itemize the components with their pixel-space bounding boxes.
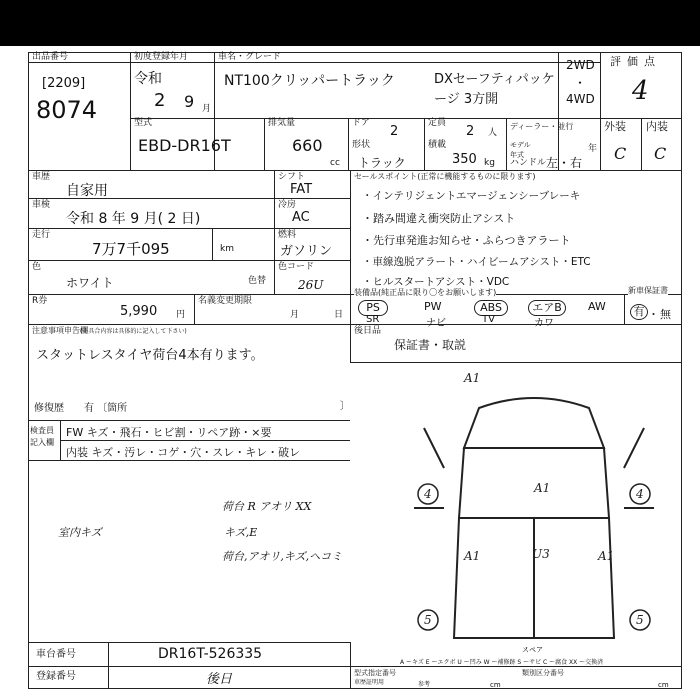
notice-month: 月 <box>290 310 300 320</box>
sales-point-3: ・先行車発進お知らせ・ふらつきアラート <box>362 234 571 247</box>
mark-4-front-right: 4 <box>636 487 644 501</box>
after-label: 後日品 <box>354 326 382 336</box>
year-unit: 年 <box>588 144 598 154</box>
bed-note-2: キズ,E <box>224 526 258 539</box>
rating-value: 4 <box>632 76 649 106</box>
chassis-label: 車台番号 <box>36 649 76 660</box>
repair-label: 修復歴 <box>34 403 64 414</box>
equip-abs: ABS <box>474 300 508 316</box>
shift-label: シフト <box>278 172 306 182</box>
load: 350 <box>452 152 477 167</box>
notes-label: 注意事項申告欄 <box>32 326 88 335</box>
mark-u3-bed: U3 <box>532 547 550 561</box>
name-grade-label: 車名・グレード <box>218 52 282 62</box>
vehicle-damage-diagram <box>404 368 664 658</box>
notes-text: スタットレスタイヤ荷台4本有ります。 <box>36 348 264 363</box>
ac-label: 冷房 <box>278 200 297 210</box>
equipment-title: 装備品(純正品に限り〇をお願いします) <box>354 288 497 297</box>
sales-point-4: ・車線逸脱アラート・ハイビームアシスト・ETC <box>362 256 591 268</box>
model-year-label: モデル年式 <box>510 141 531 159</box>
first-reg-era: 令和 <box>134 71 162 87</box>
bed-note-1: 荷台 R アオリ XX <box>222 500 312 513</box>
color-change-label: 色替 <box>248 276 267 286</box>
interior-label: 内装 <box>646 120 668 133</box>
inspection-label: 車検 <box>32 200 51 210</box>
load-label: 積載 <box>428 140 447 150</box>
mark-a1-top: A1 <box>464 371 481 385</box>
grade-line2: ージ 3方開 <box>434 92 499 107</box>
sales-point-2: ・踏み間違え衝突防止アシスト <box>362 212 516 225</box>
first-reg-year: 2 <box>154 90 166 111</box>
drive-4wd: 4WD <box>566 92 595 106</box>
interior-scratch-note: 室内キズ <box>58 526 102 539</box>
mileage-label: 走行 <box>32 230 51 240</box>
lot-number: 8074 <box>36 96 98 124</box>
shape: トラック <box>358 156 406 170</box>
model-name: NT100クリッパートラック <box>224 73 395 89</box>
cc-unit: cc <box>330 158 340 168</box>
sales-point-5: ・ヒルスタートアシスト・VDC <box>362 276 510 288</box>
equip-tv: TV <box>482 314 495 325</box>
capacity: 2 <box>466 124 475 139</box>
capacity-label: 定員 <box>428 118 447 128</box>
equip-airbag: エアB <box>528 300 566 316</box>
recycle-value: 5,990 <box>120 304 158 319</box>
equip-ps: PS <box>358 300 388 316</box>
equip-sr: SR <box>366 314 380 325</box>
warranty-yes: 有 <box>630 304 648 320</box>
doors-label: ドア <box>352 118 370 128</box>
color-label: 色 <box>32 262 42 272</box>
warranty-sep: ・ <box>648 308 659 321</box>
mark-5-rear-right: 5 <box>636 613 644 627</box>
use-label: 車歴 <box>32 172 51 182</box>
warranty-label: 新車保証書 <box>628 286 668 295</box>
reference-label: 参考 <box>418 681 431 688</box>
displacement-label: 排気量 <box>268 118 296 128</box>
notice-day: 日 <box>334 310 344 320</box>
type-cert-label: 型式指定番号 <box>354 669 396 677</box>
reg-no-label: 登録番号 <box>36 671 76 682</box>
mark-4-front-left: 4 <box>424 487 432 501</box>
month-unit: 月 <box>202 104 212 114</box>
vehicle-reg-label: 車歴証明用 <box>354 679 385 686</box>
equip-navi: ナビ <box>426 318 446 329</box>
fuel-label: 燃料 <box>278 230 297 240</box>
bed-note-3: 荷台,アオリ,キズ,ヘコミ <box>222 550 343 563</box>
shift-value: FAT <box>290 182 313 197</box>
first-reg-label: 初度登録年月 <box>134 52 189 62</box>
mileage-value: 7万7千095 <box>92 240 170 258</box>
exterior-label: 外装 <box>604 120 626 133</box>
handle: 左・右 <box>546 156 583 170</box>
dealer-label: ディーラー・並行 <box>510 122 574 131</box>
capacity-unit: 人 <box>488 128 498 138</box>
km-unit: km <box>220 244 234 254</box>
exterior-grade: C <box>614 144 627 163</box>
ac-value: AC <box>292 210 310 225</box>
drive-2wd: 2WD <box>566 58 595 72</box>
model-code: EBD-DR16T <box>138 136 231 155</box>
color-value: ホワイト <box>66 276 114 290</box>
mark-a1-hood: A1 <box>534 481 551 495</box>
mark-5-rear-left: 5 <box>424 613 432 627</box>
equip-pw: PW <box>424 300 442 313</box>
handle-label: ハンドル <box>510 158 547 168</box>
shape-label: 形状 <box>352 140 371 150</box>
use-value: 自家用 <box>66 183 108 199</box>
grade-line1: DXセーフティパッケ <box>434 72 555 87</box>
notes-sub: (不具合内容は具体的に記入して下さい) <box>80 328 187 335</box>
fuel-value: ガソリン <box>280 244 333 259</box>
after-value: 保証書・取説 <box>394 338 467 352</box>
inspector-label-top: 検査員 <box>30 426 54 435</box>
category-label: 類別区分番号 <box>522 669 564 677</box>
chassis-number: DR16T-526335 <box>158 646 263 662</box>
rating-label: 評価点 <box>610 55 661 68</box>
repair-close: 〕 <box>340 401 350 412</box>
model-code-label: 型式 <box>134 118 153 128</box>
cm-unit-1: cm <box>490 681 501 689</box>
inspector-row-fw: FW キズ・飛石・ヒビ割・リペア跡・×要 <box>66 426 272 439</box>
color-code: 26U <box>298 278 324 292</box>
top-black-band <box>0 0 700 46</box>
doors: 2 <box>390 124 399 139</box>
mark-a1-left: A1 <box>464 549 481 563</box>
first-reg-month: 9 <box>184 92 195 111</box>
mark-a1-right: A1 <box>598 549 615 563</box>
damage-legend: A ーキズ E ーエクボ U ー凹み W ー補修跡 S ーサビ C ー腐食 XX ー交換済 <box>400 659 604 666</box>
auction-sheet <box>28 52 682 690</box>
interior-grade: C <box>654 144 667 163</box>
sales-point-1: ・インテリジェントエマージェンシーブレーキ <box>362 190 581 202</box>
lot-code: [2209] <box>42 76 86 91</box>
load-unit: kg <box>484 158 495 168</box>
equip-leather: カワ <box>534 318 554 329</box>
notice-label: 名義変更期限 <box>198 296 253 306</box>
warranty-no: 無 <box>660 308 671 321</box>
inspector-row-interior: 内装 キズ・汚レ・コゲ・穴・スレ・キレ・破レ <box>66 446 301 459</box>
sales-title: セールスポイント(正常に機能するものに限ります) <box>354 172 536 181</box>
lot-label: 出品番号 <box>32 52 69 62</box>
cm-unit-2: cm <box>658 681 669 689</box>
spare-label: スペア <box>522 646 543 654</box>
displacement: 660 <box>292 136 323 155</box>
reg-no-value: 後日 <box>206 672 233 687</box>
inspection-value: 令和 8 年 9 月( 2 日) <box>66 211 201 227</box>
repair-value: 有 〔箇所 <box>84 403 128 414</box>
inspector-label-bottom: 記入欄 <box>30 438 54 447</box>
yen-unit: 円 <box>176 310 186 320</box>
color-code-label: 色コード <box>278 262 315 272</box>
drive-dot: ・ <box>574 76 587 90</box>
recycle-label: R券 <box>32 296 48 306</box>
equip-aw: AW <box>588 300 606 313</box>
